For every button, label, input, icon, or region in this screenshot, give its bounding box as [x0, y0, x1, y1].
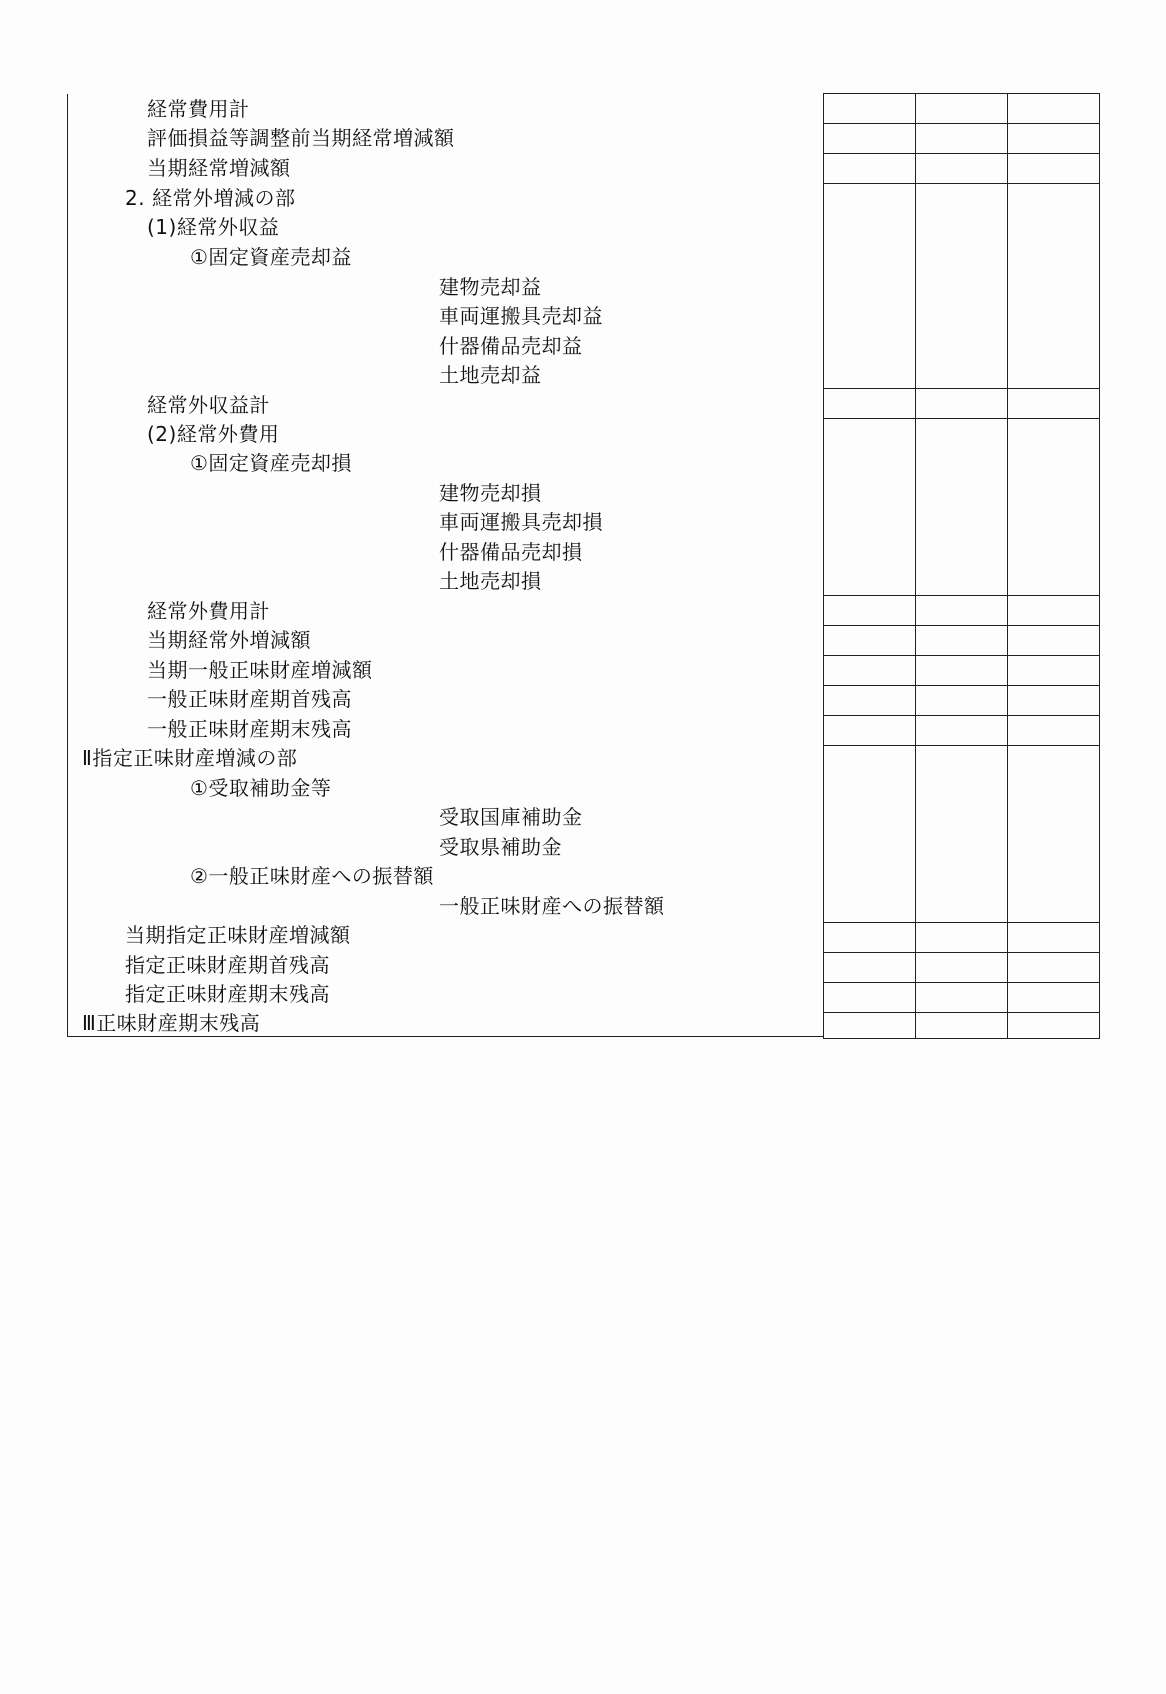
amount-cell	[1007, 388, 1100, 419]
amount-cell	[915, 655, 1008, 686]
amount-cell	[915, 388, 1008, 419]
amount-cell	[823, 1012, 916, 1039]
amount-cell	[1007, 685, 1100, 716]
amount-cell	[1007, 595, 1100, 626]
row-label: 土地売却損	[439, 569, 542, 593]
row-label: 建物売却損	[439, 481, 542, 505]
row-label: 車両運搬具売却損	[439, 510, 603, 534]
amount-cell	[915, 625, 1008, 656]
row-label: ①固定資産売却益	[190, 245, 352, 269]
amount-cell	[823, 745, 916, 923]
amount-cell	[915, 685, 1008, 716]
amount-row	[823, 655, 1100, 686]
amount-cell	[1007, 745, 1100, 923]
row-label: 指定正味財産期末残高	[125, 982, 330, 1006]
amount-cell	[915, 418, 1008, 596]
amount-cell	[1007, 123, 1100, 154]
section-heading: Ⅱ指定正味財産増減の部	[82, 746, 298, 770]
row-label: ①固定資産売却損	[190, 451, 352, 475]
row-label: 一般正味財産への振替額	[439, 894, 665, 918]
amount-cell	[823, 952, 916, 983]
amount-cell	[915, 745, 1008, 923]
amount-cell	[1007, 922, 1100, 953]
row-label: 経常外収益計	[147, 393, 270, 417]
amount-block	[823, 418, 1100, 596]
row-label: 受取国庫補助金	[439, 805, 583, 829]
amount-cell	[823, 183, 916, 389]
row-label: 建物売却益	[439, 275, 542, 299]
amount-cell	[1007, 418, 1100, 596]
amount-cell	[823, 655, 916, 686]
row-label: 一般正味財産期末残高	[147, 717, 352, 741]
amount-cell	[1007, 625, 1100, 656]
amount-block	[823, 745, 1100, 923]
amount-cell	[915, 93, 1008, 124]
section-heading: 2. 経常外増減の部	[125, 186, 296, 210]
amount-cell	[915, 982, 1008, 1013]
amount-cell	[1007, 1012, 1100, 1039]
amount-cell	[823, 595, 916, 626]
amount-cell	[915, 952, 1008, 983]
row-label: (1)経常外収益	[147, 215, 280, 239]
amount-cell	[1007, 952, 1100, 983]
row-label: ①受取補助金等	[190, 776, 332, 800]
amount-row	[823, 715, 1100, 746]
amount-row	[823, 625, 1100, 656]
amount-cell	[823, 982, 916, 1013]
amount-cell	[1007, 715, 1100, 746]
amount-cell	[915, 922, 1008, 953]
row-label: 什器備品売却益	[439, 334, 583, 358]
amount-cell	[823, 922, 916, 953]
amount-cell	[915, 1012, 1008, 1039]
row-label: 指定正味財産期首残高	[125, 953, 330, 977]
row-label: 什器備品売却損	[439, 540, 583, 564]
amount-cell	[823, 388, 916, 419]
amount-cell	[915, 595, 1008, 626]
amount-cell	[1007, 93, 1100, 124]
amount-cell	[823, 685, 916, 716]
bottom-border	[67, 1036, 823, 1037]
row-label: 当期経常外増減額	[147, 628, 311, 652]
row-label: ②一般正味財産への振替額	[190, 864, 434, 888]
amount-cell	[823, 418, 916, 596]
amount-row	[823, 922, 1100, 953]
row-label: 当期指定正味財産増減額	[125, 923, 351, 947]
amount-row	[823, 1012, 1100, 1039]
row-label: 経常外費用計	[147, 599, 270, 623]
amount-cell	[823, 93, 916, 124]
amount-cell	[823, 715, 916, 746]
amount-cell	[1007, 183, 1100, 389]
amount-row	[823, 595, 1100, 626]
row-label: 受取県補助金	[439, 835, 562, 859]
amount-row	[823, 153, 1100, 184]
amount-block	[823, 183, 1100, 389]
amount-cell	[1007, 153, 1100, 184]
section-heading: Ⅲ正味財産期末残高	[82, 1011, 261, 1035]
row-label: 車両運搬具売却益	[439, 304, 603, 328]
amount-row	[823, 93, 1100, 124]
amount-cell	[915, 715, 1008, 746]
amount-row	[823, 388, 1100, 419]
row-label: 経常費用計	[147, 97, 250, 121]
amount-cell	[1007, 655, 1100, 686]
amount-grid	[823, 93, 1100, 1039]
amount-cell	[915, 123, 1008, 154]
row-label: 当期一般正味財産増減額	[147, 658, 373, 682]
row-label: 一般正味財産期首残高	[147, 687, 352, 711]
row-label: 評価損益等調整前当期経常増減額	[147, 126, 455, 150]
amount-cell	[823, 153, 916, 184]
amount-cell	[823, 625, 916, 656]
left-border	[67, 94, 68, 1037]
row-label: 土地売却益	[439, 363, 542, 387]
amount-row	[823, 982, 1100, 1013]
amount-cell	[823, 123, 916, 154]
amount-cell	[1007, 982, 1100, 1013]
amount-cell	[915, 153, 1008, 184]
amount-row	[823, 685, 1100, 716]
amount-cell	[915, 183, 1008, 389]
row-label: 当期経常増減額	[147, 156, 291, 180]
row-label: (2)経常外費用	[147, 422, 280, 446]
amount-row	[823, 952, 1100, 983]
amount-row	[823, 123, 1100, 154]
